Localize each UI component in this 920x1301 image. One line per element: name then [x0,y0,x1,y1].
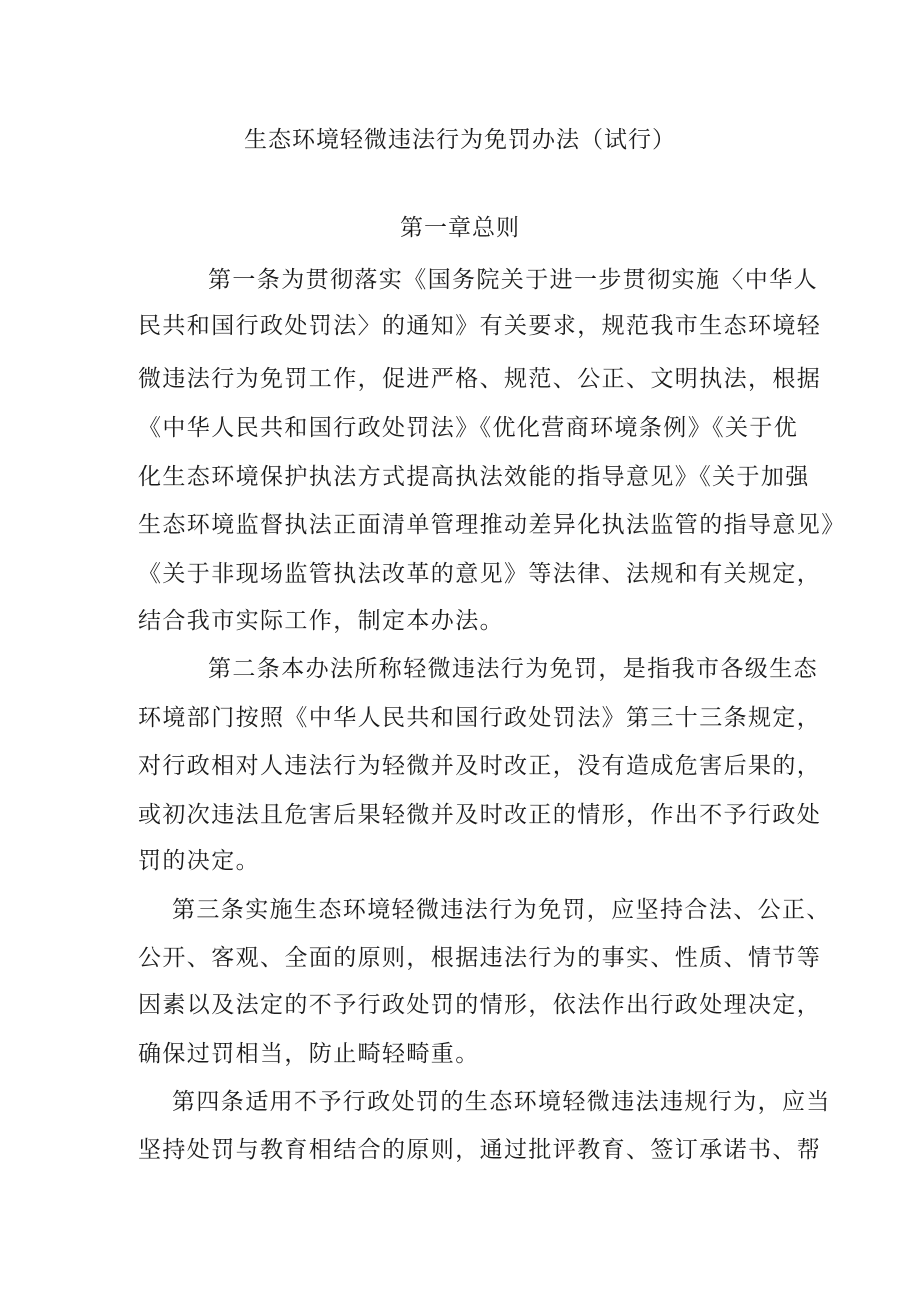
article-1-line-6: 生态环境监督执法正面清单管理推动差异化执法监管的指导意见》 [138,512,846,538]
article-3-line-4: 确保过罚相当，防止畸轻畸重。 [138,1041,480,1067]
article-4-line-2: 坚持处罚与教育相结合的原则，通过批评教育、签订承诺书、帮 [138,1137,822,1163]
article-1-line-5: 化生态环境保护执法方式提高执法效能的指导意见》《关于加强 [138,464,810,490]
chapter-heading: 第一章总则 [400,215,520,241]
article-1-line-2: 民共和国行政处罚法〉的通知》有关要求，规范我市生态环境轻 [138,313,822,339]
article-3-line-1: 第三条实施生态环境轻微违法行为免罚，应坚持合法、公正、 [172,897,831,923]
article-3-line-2: 公开、客观、全面的原则，根据违法行为的事实、性质、情节等 [138,945,822,971]
article-3-line-3: 因素以及法定的不予行政处罚的情形，依法作出行政处理决定， [138,992,822,1018]
article-2-line-4: 或初次违法且危害后果轻微并及时改正的情形，作出不予行政处 [138,802,822,828]
article-2-line-3: 对行政相对人违法行为轻微并及时改正，没有造成危害后果的， [138,753,822,779]
document-title: 生态环境轻微违法行为免罚办法（试行） [244,127,676,153]
article-4-line-1: 第四条适用不予行政处罚的生态环境轻微违法违规行为，应当 [172,1089,831,1115]
article-1-line-4: 《中华人民共和国行政处罚法》《优化营商环境条例》《关于优 [138,415,799,441]
article-1-line-1: 第一条为贯彻落实《国务院关于进一步贯彻实施〈中华人 [208,267,818,293]
article-2-line-1: 第二条本办法所称轻微违法行为免罚，是指我市各级生态 [208,656,818,682]
article-1-line-7: 《关于非现场监管执法改革的意见》等法律、法规和有关规定， [138,561,822,587]
article-2-line-2: 环境部门按照《中华人民共和国行政处罚法》第三十三条规定， [138,705,822,731]
article-1-line-8: 结合我市实际工作，制定本办法。 [138,608,504,634]
article-1-line-3: 微违法行为免罚工作，促进严格、规范、公正、文明执法，根据 [138,366,822,392]
article-2-line-5: 罚的决定。 [138,848,260,874]
